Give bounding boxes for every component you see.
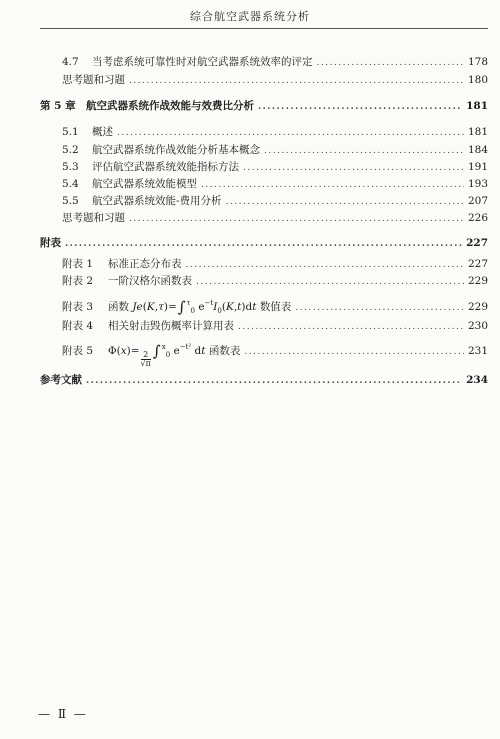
toc-chapter-entry[interactable] bbox=[40, 235, 488, 251]
chapter-title: 航空武器系统作战效能与效费比分析 bbox=[86, 100, 254, 112]
toc-entry[interactable] bbox=[62, 210, 488, 226]
leader-dots bbox=[244, 344, 464, 360]
appendix-title: 一阶汉格尔函数表 bbox=[108, 275, 192, 287]
appendix-number: 附表 5 bbox=[62, 345, 94, 357]
appendix-number: 附表 1 bbox=[62, 258, 94, 270]
appendix-title: 标准正态分布表 bbox=[108, 258, 182, 270]
toc-entry[interactable] bbox=[62, 176, 488, 192]
section-title: 当考虑系统可靠性时对航空武器系统效率的评定 bbox=[92, 56, 313, 68]
leader-dots bbox=[117, 125, 464, 141]
leader-dots bbox=[258, 99, 462, 115]
page-number: 227 bbox=[466, 237, 488, 249]
toc-entry[interactable] bbox=[62, 256, 488, 272]
phi-formula: Φ(x)= $\frac{2}{√\pi}$ ∫$^x_0$ $e^{-t^2}$ dt bbox=[108, 342, 206, 368]
leader-dots bbox=[243, 160, 464, 176]
leader-dots bbox=[295, 300, 464, 316]
section-number: 5.3 bbox=[62, 161, 79, 173]
appendix-title-suffix: 函数表 bbox=[208, 345, 241, 357]
leader-dots bbox=[264, 143, 464, 159]
leader-dots bbox=[129, 73, 464, 89]
toc-entry[interactable] bbox=[62, 124, 488, 140]
appendix-title-suffix: 数值表 bbox=[259, 301, 292, 313]
appendix-title bbox=[108, 295, 291, 319]
leader-dots bbox=[201, 177, 464, 193]
page-number: 181 bbox=[467, 126, 488, 138]
leader-dots bbox=[317, 55, 464, 71]
chapter-title: 附表 bbox=[40, 237, 61, 249]
toc-entry[interactable] bbox=[62, 72, 488, 88]
running-header: 综合航空武器系统分析 bbox=[190, 10, 310, 23]
appendix-number: 附表 2 bbox=[62, 275, 94, 287]
section-title: 概述 bbox=[92, 126, 113, 138]
page-number: 234 bbox=[466, 374, 488, 386]
appendix-number: 附表 4 bbox=[62, 320, 94, 332]
page-number: 178 bbox=[467, 56, 488, 68]
leader-dots bbox=[196, 274, 464, 290]
section-title: 思考题和习题 bbox=[62, 74, 125, 86]
toc-entry[interactable] bbox=[62, 159, 488, 175]
page-number: 229 bbox=[467, 301, 488, 313]
toc-entry[interactable] bbox=[62, 339, 488, 368]
toc-chapter-entry[interactable] bbox=[40, 372, 488, 388]
toc-entry[interactable] bbox=[62, 318, 488, 334]
toc-chapter-entry[interactable] bbox=[40, 98, 488, 114]
page-number: 191 bbox=[467, 161, 488, 173]
page-number: 184 bbox=[467, 144, 488, 156]
toc-entry[interactable] bbox=[62, 142, 488, 158]
section-number: 5.1 bbox=[62, 126, 79, 138]
section-title: 评估航空武器系统效能指标方法 bbox=[92, 161, 239, 173]
page-number: 226 bbox=[467, 212, 488, 224]
chapter-title: 参考文献 bbox=[40, 374, 82, 386]
page-number: 227 bbox=[467, 258, 488, 270]
page-number: 230 bbox=[467, 320, 488, 332]
section-number: 5.5 bbox=[62, 195, 79, 207]
page-footer-number: — Ⅱ — bbox=[38, 707, 88, 721]
page-number: 180 bbox=[467, 74, 488, 86]
je-formula: Je(K,τ)=∫$^\tau_0$ $e^{-t}I_0(K,t)dt$ bbox=[132, 298, 257, 316]
toc-entry[interactable] bbox=[62, 193, 488, 209]
section-number: 5.4 bbox=[62, 178, 79, 190]
appendix-title-prefix: 函数 bbox=[108, 301, 129, 313]
appendix-title bbox=[108, 339, 240, 368]
header-rule bbox=[40, 28, 488, 29]
leader-dots bbox=[226, 194, 464, 210]
page-number: 181 bbox=[466, 100, 488, 112]
leader-dots bbox=[129, 211, 464, 227]
section-title: 航空武器系统效能-费用分析 bbox=[92, 195, 222, 207]
page-number: 231 bbox=[467, 345, 488, 357]
leader-dots bbox=[65, 236, 462, 252]
leader-dots bbox=[86, 373, 462, 389]
page-number: 207 bbox=[467, 195, 488, 207]
section-title: 航空武器系统作战效能分析基本概念 bbox=[92, 144, 260, 156]
toc-entry[interactable] bbox=[62, 273, 488, 289]
section-title: 航空武器系统效能模型 bbox=[92, 178, 197, 190]
toc-entry[interactable] bbox=[62, 54, 488, 70]
section-number: 4.7 bbox=[62, 56, 79, 68]
leader-dots bbox=[186, 257, 464, 273]
page-number: 193 bbox=[467, 178, 488, 190]
page-number: 229 bbox=[467, 275, 488, 287]
section-number: 5.2 bbox=[62, 144, 79, 156]
chapter-number: 第 5 章 bbox=[40, 100, 76, 112]
toc-entry[interactable] bbox=[62, 295, 488, 316]
appendix-title: 相关射击毁伤概率计算用表 bbox=[108, 320, 234, 332]
section-title: 思考题和习题 bbox=[62, 212, 125, 224]
leader-dots bbox=[238, 319, 464, 335]
appendix-number: 附表 3 bbox=[62, 301, 94, 313]
